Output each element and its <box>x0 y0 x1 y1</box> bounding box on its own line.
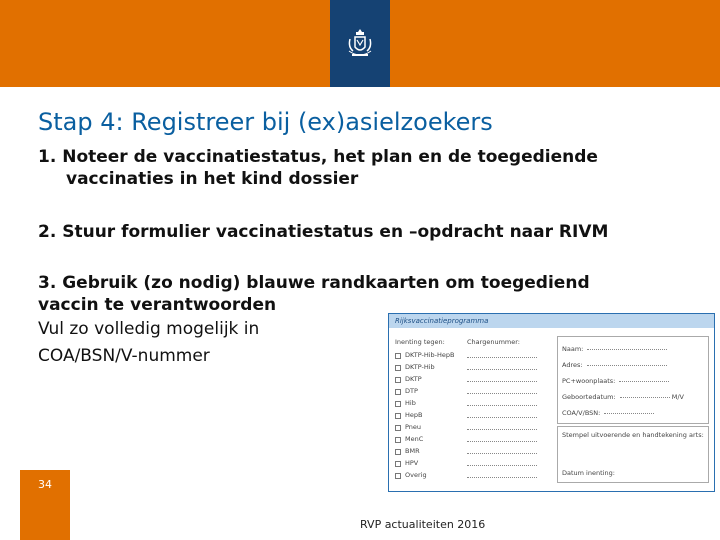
instruction-text: COA/BSN/V-nummer <box>38 346 210 366</box>
checkbox-icon <box>395 365 401 371</box>
field-adres: Adres: <box>562 361 667 369</box>
vaccine-row <box>395 458 555 470</box>
vaccine-list <box>395 350 555 482</box>
item-number: 2. <box>38 222 57 242</box>
field-coa: COA/V/BSN: <box>562 409 654 417</box>
checkbox-icon <box>395 401 401 407</box>
list-item <box>38 221 678 243</box>
vaccine-name: Hib <box>405 399 416 407</box>
card-header: Rijksvaccinatieprogramma <box>389 314 714 328</box>
item-text-line1: Noteer de vaccinatiestatus, het plan en de toegediende <box>62 147 598 167</box>
slide-title: Stap 4: Registreer bij (ex)asielzoekers <box>38 108 493 136</box>
vaccine-name: MenC <box>405 435 424 443</box>
vaccine-name: DTP <box>405 387 418 395</box>
patient-panel <box>557 336 707 484</box>
field-stempel: Stempel uitvoerende en handtekening arts: <box>562 431 704 439</box>
checkbox-icon <box>395 449 401 455</box>
vaccine-name: Pneu <box>405 423 422 431</box>
vaccine-row <box>395 374 555 386</box>
checkbox-icon <box>395 437 401 443</box>
item-text-line2: vaccin te verantwoorden <box>38 295 277 315</box>
vaccine-row <box>395 386 555 398</box>
footer-text: RVP actualiteiten 2016 <box>360 518 486 531</box>
coat-of-arms-icon <box>347 27 373 61</box>
vaccine-name: HepB <box>405 411 423 419</box>
charge-line <box>467 369 537 370</box>
vaccine-row <box>395 470 555 482</box>
patient-info-box <box>557 336 709 424</box>
charge-line <box>467 441 537 442</box>
instruction-text: Vul zo volledig mogelijk in <box>38 319 260 339</box>
vaccine-row <box>395 398 555 410</box>
checkbox-icon <box>395 461 401 467</box>
vaccine-name: BMR <box>405 447 420 455</box>
vaccine-row <box>395 362 555 374</box>
vaccine-row <box>395 446 555 458</box>
field-datum: Datum inenting: <box>562 469 615 477</box>
col-head-charge: Chargenummer: <box>467 338 520 346</box>
field-geboortedatum: Geboortedatum: M/V <box>562 393 684 401</box>
item-number: 3. <box>38 273 57 293</box>
item-number: 1. <box>38 147 57 167</box>
vaccine-row <box>395 350 555 362</box>
col-head-vaccine: Inenting tegen: <box>395 338 445 346</box>
charge-line <box>467 357 537 358</box>
item-text-line1: Gebruik (zo nodig) blauwe randkaarten om toegediend <box>62 273 590 293</box>
item-text-line2: vaccinaties in het kind dossier <box>66 169 359 189</box>
list-item <box>38 146 678 190</box>
charge-line <box>467 405 537 406</box>
vaccination-card-image <box>388 313 715 492</box>
checkbox-icon <box>395 413 401 419</box>
vaccine-name: DKTP-Hib <box>405 363 435 371</box>
vaccine-name: Overig <box>405 471 427 479</box>
list-item <box>38 272 678 316</box>
vaccine-row <box>395 434 555 446</box>
checkbox-icon <box>395 353 401 359</box>
vaccine-row <box>395 422 555 434</box>
charge-line <box>467 381 537 382</box>
charge-line <box>467 465 537 466</box>
charge-line <box>467 453 537 454</box>
charge-line <box>467 417 537 418</box>
checkbox-icon <box>395 389 401 395</box>
field-woonplaats: PC+woonplaats: <box>562 377 669 385</box>
vaccine-row <box>395 410 555 422</box>
vaccine-name: DKTP-Hib-HepB <box>405 351 455 359</box>
vaccine-name: HPV <box>405 459 419 467</box>
checkbox-icon <box>395 377 401 383</box>
vaccine-name: DKTP <box>405 375 422 383</box>
signature-box <box>557 426 709 483</box>
checkbox-icon <box>395 425 401 431</box>
item-text: Stuur formulier vaccinatiestatus en –opdracht naar RIVM <box>62 222 609 242</box>
charge-line <box>467 393 537 394</box>
charge-line <box>467 477 537 478</box>
checkbox-icon <box>395 473 401 479</box>
charge-line <box>467 429 537 430</box>
emblem-strip <box>330 0 390 87</box>
page-number: 34 <box>38 478 52 491</box>
field-naam: Naam: <box>562 345 667 353</box>
